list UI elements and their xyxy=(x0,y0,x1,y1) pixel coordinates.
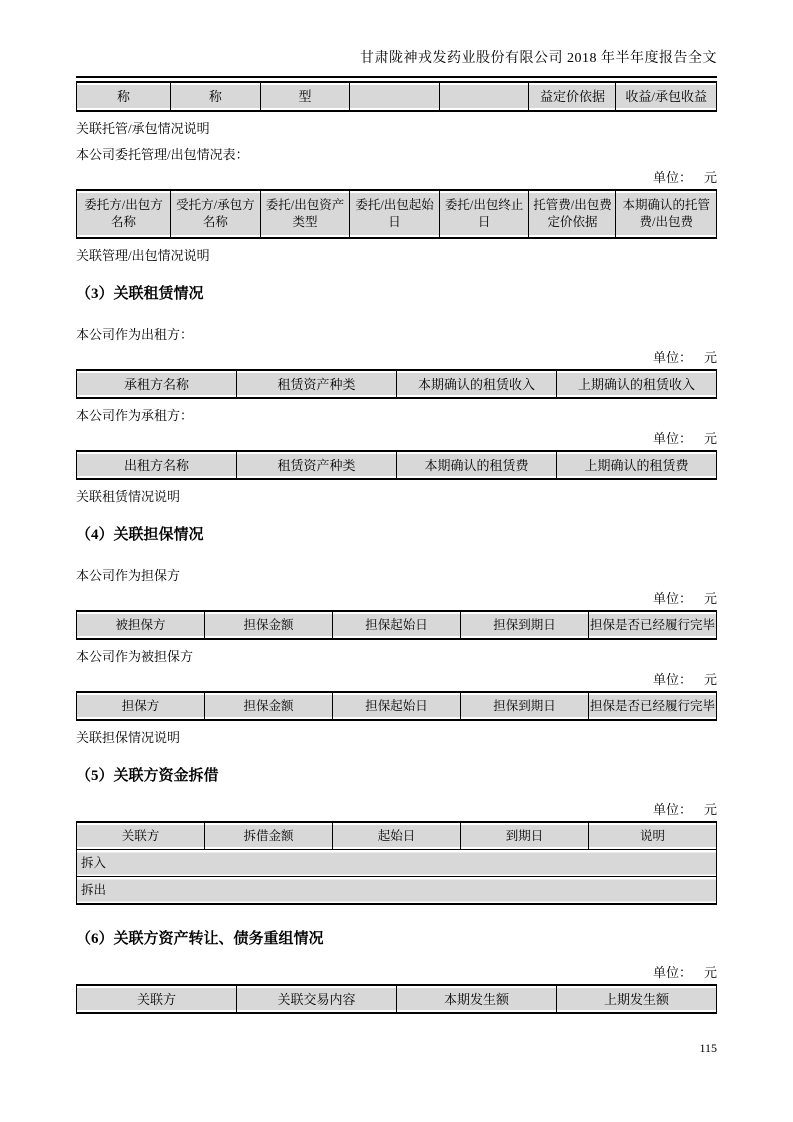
entrust-table-intro: 本公司委托管理/出包情况表： xyxy=(76,147,249,162)
table-header-cell: 委托/出包终止日 xyxy=(439,190,529,238)
table-header-cell: 租赁资产种类 xyxy=(237,370,397,398)
unit-line xyxy=(76,430,717,447)
table-header-cell: 委托/出包起始日 xyxy=(350,190,440,238)
table-header-cell: 担保起始日 xyxy=(333,692,461,720)
table-row xyxy=(77,850,717,877)
unit-line xyxy=(76,801,717,818)
table-header-row xyxy=(77,611,717,639)
table-header-cell: 被担保方 xyxy=(77,611,205,639)
guarantor-table xyxy=(76,610,717,640)
unit-value: 元 xyxy=(703,350,717,365)
lessor-intro: 本公司作为出租方： xyxy=(76,327,194,342)
fund-lending-table xyxy=(76,821,717,905)
table-header-cell: 到期日 xyxy=(461,822,589,850)
lessee-table xyxy=(76,450,717,480)
table-header-cell: 称 xyxy=(77,82,171,111)
table-header-cell: 担保金额 xyxy=(205,611,333,639)
lessee-intro: 本公司作为承租方： xyxy=(76,408,194,423)
unit-label: 单位： xyxy=(652,431,692,446)
table-header-cell: 本期发生额 xyxy=(397,985,557,1013)
unit-line xyxy=(76,349,717,366)
table-header-cell: 担保方 xyxy=(77,692,205,720)
table-header-cell: 拆借金额 xyxy=(205,822,333,850)
unit-line xyxy=(76,169,717,186)
unit-line xyxy=(76,590,717,607)
table-header-cell: 关联交易内容 xyxy=(237,985,397,1013)
table-header-cell: 担保金额 xyxy=(205,692,333,720)
table-header-cell: 称 xyxy=(171,82,261,111)
unit-value: 元 xyxy=(703,802,717,817)
table-header-cell: 委托方/出包方名称 xyxy=(77,190,171,238)
guaranteed-intro: 本公司作为被担保方 xyxy=(76,649,194,664)
section-title-lease: （3）关联租赁情况 xyxy=(76,286,204,302)
table-header-cell: 说明 xyxy=(589,822,717,850)
header-divider xyxy=(76,76,717,78)
table-header-cell: 担保到期日 xyxy=(461,611,589,639)
table-header-cell: 收益/承包收益 xyxy=(616,82,717,111)
table-header-cell: 起始日 xyxy=(333,822,461,850)
page-number: 115 xyxy=(699,1041,717,1055)
table-header-cell: 委托/出包资产类型 xyxy=(260,190,350,238)
unit-value: 元 xyxy=(703,672,717,687)
section-title-guarantee: （4）关联担保情况 xyxy=(76,527,204,543)
table-header-cell: 承租方名称 xyxy=(77,370,237,398)
table-header-cell: 担保是否已经履行完毕 xyxy=(589,611,717,639)
unit-value: 元 xyxy=(703,965,717,980)
unit-value: 元 xyxy=(703,170,717,185)
note-trusteeship: 关联托管/承包情况说明 xyxy=(76,121,210,136)
section-title-lending: （5）关联方资金拆借 xyxy=(76,768,219,784)
lending-borrow-in-cell: 拆入 xyxy=(77,850,717,877)
table-header-row xyxy=(77,370,717,398)
unit-label: 单位： xyxy=(652,170,692,185)
table-header-cell: 托管费/出包费定价依据 xyxy=(529,190,616,238)
table-header-cell: 型 xyxy=(260,82,350,111)
table-row xyxy=(77,877,717,905)
table-header-cell xyxy=(350,82,440,111)
table-header-cell: 本期确认的租赁收入 xyxy=(397,370,557,398)
table-header-cell: 关联方 xyxy=(77,822,205,850)
entrust-outsource-table xyxy=(76,189,717,239)
lessor-table xyxy=(76,369,717,399)
table-header-cell: 担保起始日 xyxy=(333,611,461,639)
table-header-cell: 担保到期日 xyxy=(461,692,589,720)
unit-value: 元 xyxy=(703,431,717,446)
note-guarantee: 关联担保情况说明 xyxy=(76,730,181,745)
table-header-cell: 上期确认的租赁收入 xyxy=(557,370,717,398)
asset-transfer-table xyxy=(76,984,717,1014)
guarantor-intro: 本公司作为担保方 xyxy=(76,568,181,583)
unit-label: 单位： xyxy=(652,802,692,817)
table-header-cell: 出租方名称 xyxy=(77,451,237,479)
unit-line xyxy=(76,671,717,688)
table-header-cell: 益定价依据 xyxy=(529,82,616,111)
table-header-row xyxy=(77,692,717,720)
guaranteed-table xyxy=(76,691,717,721)
note-entrust: 关联管理/出包情况说明 xyxy=(76,248,210,263)
unit-label: 单位： xyxy=(652,965,692,980)
table-header-cell: 本期确认的托管费/出包费 xyxy=(616,190,717,238)
table-header-cell: 受托方/承包方名称 xyxy=(171,190,261,238)
table-header-cell: 关联方 xyxy=(77,985,237,1013)
unit-label: 单位： xyxy=(652,672,692,687)
table-header-cell: 担保是否已经履行完毕 xyxy=(589,692,717,720)
table-header-cell: 上期发生额 xyxy=(557,985,717,1013)
table-header-row xyxy=(77,451,717,479)
note-lease: 关联租赁情况说明 xyxy=(76,489,181,504)
table-header-row xyxy=(77,822,717,850)
table-header-cell: 本期确认的租赁费 xyxy=(397,451,557,479)
lending-lend-out-cell: 拆出 xyxy=(77,877,717,905)
unit-label: 单位： xyxy=(652,350,692,365)
table-header-cell xyxy=(439,82,529,111)
unit-line xyxy=(76,964,717,981)
section-title-transfer: （6）关联方资产转让、债务重组情况 xyxy=(76,931,324,947)
table-header-row xyxy=(77,985,717,1013)
table-header-row xyxy=(77,82,717,111)
trusteeship-continuation-table xyxy=(76,81,717,112)
unit-label: 单位： xyxy=(652,591,692,606)
unit-value: 元 xyxy=(703,591,717,606)
table-header-cell: 上期确认的租赁费 xyxy=(557,451,717,479)
page-header: 甘肃陇神戎发药业股份有限公司 2018 年半年度报告全文 xyxy=(360,51,717,66)
table-header-row xyxy=(77,190,717,238)
table-header-cell: 租赁资产种类 xyxy=(237,451,397,479)
